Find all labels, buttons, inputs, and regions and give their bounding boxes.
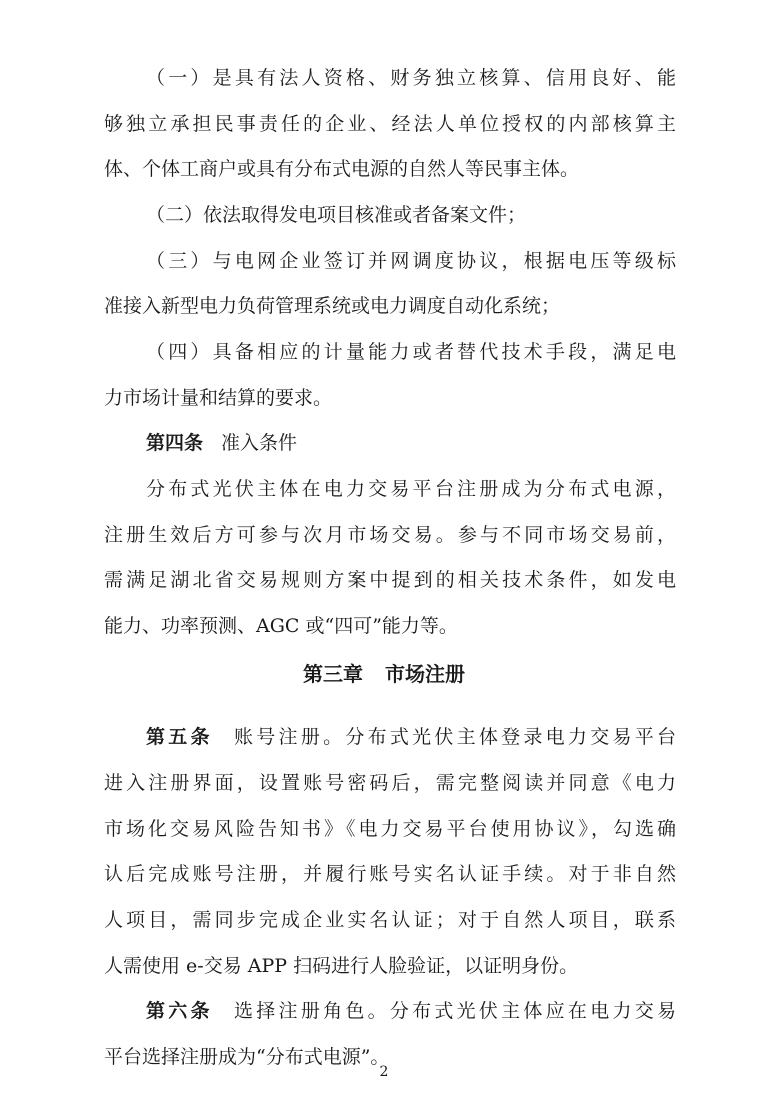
article4-heading: [146, 428, 676, 458]
article5-line5: 人项目，需同步完成企业实名认证；对于自然人项目，联系: [104, 909, 676, 931]
article5-line2: 进入注册界面，设置账号密码后，需完整阅读并同意《电力: [104, 772, 676, 794]
article4-line1: 分布式光伏主体在电力交易平台注册成为分布式电源，: [146, 478, 676, 500]
item2-line1: （二）依法取得发电项目核准或者备案文件；: [146, 204, 527, 226]
article6-line1: [146, 996, 676, 1026]
article4-title: 准入条件: [221, 432, 298, 454]
article6-line1-text: 选择注册角色。分布式光伏主体应在电力交易: [230, 1000, 676, 1022]
article5-line4: 认后完成账号注册，并履行账号实名认证手续。对于非自然: [104, 863, 676, 885]
article4-number: 第四条: [146, 432, 204, 454]
item3-line2: 准接入新型电力负荷管理系统或电力调度自动化系统；: [104, 295, 561, 317]
article5-line3: 市场化交易风险告知书》《电力交易平台使用协议》，勾选确: [104, 818, 676, 840]
chapter-heading: [0, 658, 768, 690]
article6-line2: 平台选择注册成为“分布式电源”。: [104, 1046, 390, 1068]
article5-line1-text: 账号注册。分布式光伏主体登录电力交易平台: [230, 726, 676, 748]
item4-line1: （四）具备相应的计量能力或者替代技术手段，满足电: [146, 341, 676, 363]
chapter-number: 第三章: [303, 662, 363, 686]
article5-number: 第五条: [146, 726, 213, 748]
article6-number: 第六条: [146, 1000, 213, 1022]
item1-line2: 够独立承担民事责任的企业、经法人单位授权的内部核算主: [104, 113, 676, 135]
article4-line2: 注册生效后方可参与次月市场交易。参与不同市场交易前，: [104, 524, 676, 546]
article5-line1: [146, 722, 676, 752]
item4-line2: 力市场计量和结算的要求。: [104, 387, 333, 409]
chapter-title: 市场注册: [385, 662, 465, 686]
item3-line1: （三）与电网企业签订并网调度协议，根据电压等级标: [146, 250, 676, 272]
article4-line4: 能力、功率预测、AGC 或“四可”能力等。: [104, 615, 458, 637]
article5-line6: 人需使用 e-交易 APP 扫码进行人脸验证，以证明身份。: [104, 955, 579, 977]
item1-line1: （一）是具有法人资格、财务独立核算、信用良好、能: [146, 67, 676, 89]
item1-line3: 体、个体工商户或具有分布式电源的自然人等民事主体。: [104, 158, 580, 180]
page-number: 2: [379, 1064, 389, 1080]
article4-line3: 需满足湖北省交易规则方案中提到的相关技术条件，如发电: [104, 569, 676, 591]
